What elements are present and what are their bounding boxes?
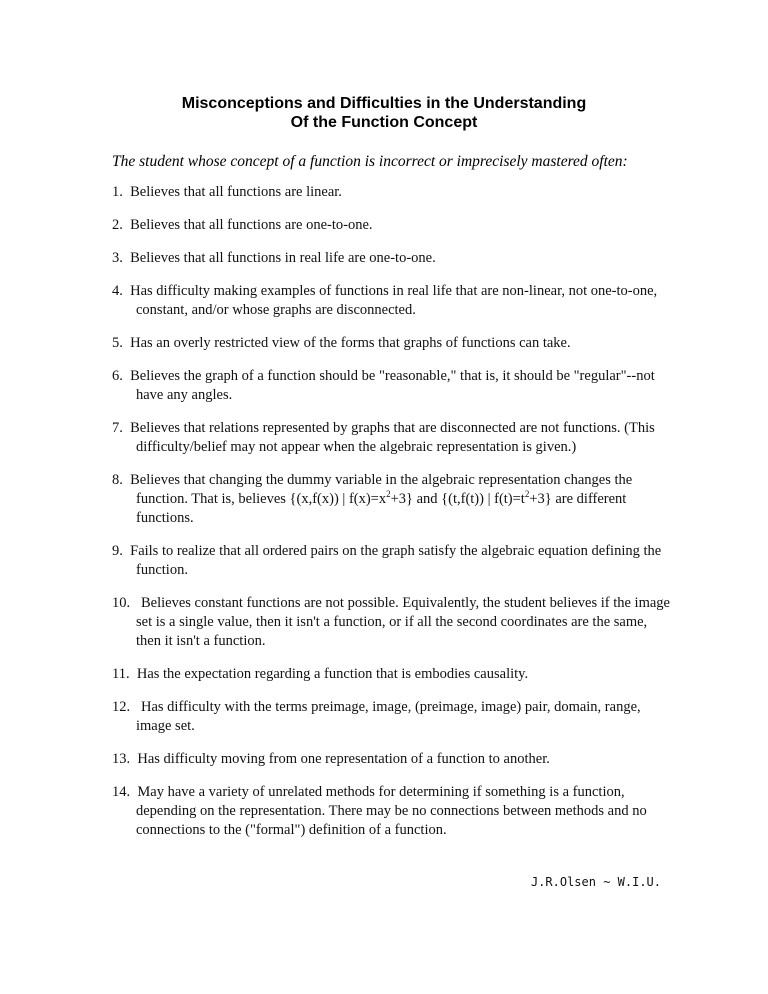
item-text: Has the expectation regarding a function that is embodies causality. — [136, 666, 529, 682]
item-text-continued — [112, 490, 668, 509]
item-line — [112, 542, 668, 561]
list-item-14 — [112, 783, 668, 840]
document-title-line-1: Misconceptions and Difficulties in the Understanding — [181, 95, 587, 112]
item-number: 12. — [112, 699, 131, 715]
item-text: Has difficulty with the terms preimage, image, (preimage, image) pair, domain, range, — [141, 699, 641, 715]
item-text: Believes that all functions are linear. — [130, 184, 342, 200]
item-number: 10. — [112, 595, 131, 611]
item-line — [112, 594, 668, 613]
item-text: Has an overly restricted view of the forms that graphs of functions can take. — [130, 335, 571, 351]
item-number: 14. — [112, 784, 131, 800]
item-text-continued: function. — [136, 562, 188, 578]
item-text: Believes that all functions are one-to-one. — [130, 217, 373, 233]
item-number: 8. — [112, 472, 123, 488]
item-number: 5. — [112, 335, 123, 351]
item-number: 7. — [112, 420, 123, 436]
superscript-exponent: 2 — [386, 489, 391, 500]
list-item-9 — [112, 542, 668, 580]
document-title-line-2: Of the Function Concept — [290, 114, 478, 131]
item-line — [112, 367, 668, 386]
formula-part-c: +3} are different — [529, 491, 627, 507]
item-number: 9. — [112, 543, 123, 559]
item-text: Believes that relations represented by graphs that are disconnected are not functions. (This — [130, 420, 655, 436]
list-item-11 — [112, 665, 668, 684]
item-line — [112, 249, 668, 268]
item-line — [112, 419, 668, 438]
list-item-4 — [112, 282, 668, 320]
list-item-8 — [112, 471, 668, 528]
item-text-continued: set is a single value, then it isn't a function, or if all the second coordinates are the same, — [136, 614, 648, 630]
list-item-13 — [112, 750, 668, 769]
list-item-6 — [112, 367, 668, 405]
item-number: 3. — [112, 250, 123, 266]
superscript-exponent: 2 — [524, 489, 530, 500]
item-line — [112, 471, 668, 490]
item-text-continued: then it isn't a function. — [136, 633, 266, 649]
item-line — [112, 282, 668, 301]
item-text: Believes the graph of a function should be "reasonable," that is, it should be "regular"--not — [130, 368, 655, 384]
item-number: 6. — [112, 368, 123, 384]
item-text-continued: depending on the representation. There may be no connections between methods and no — [136, 803, 647, 819]
list-item-10 — [112, 594, 668, 651]
list-item-5 — [112, 334, 668, 353]
item-number: 2. — [112, 217, 123, 233]
item-text: Believes that changing the dummy variable in the algebraic representation changes the — [130, 472, 633, 488]
item-number: 4. — [112, 283, 123, 299]
item-text: May have a variety of unrelated methods for determining if something is a function, — [137, 784, 625, 800]
item-text: Believes constant functions are not possible. Equivalently, the student believes if the image — [141, 595, 670, 611]
item-text-continued: constant, and/or whose graphs are disconnected. — [136, 302, 416, 318]
item-text: Has difficulty making examples of functions in real life that are non-linear, not one-to-one, — [130, 283, 658, 299]
item-number: 11. — [112, 666, 130, 682]
item-line — [112, 216, 668, 235]
item-text-continued: difficulty/belief may not appear when the algebraic representation is given.) — [136, 439, 577, 455]
list-item-12 — [112, 698, 668, 736]
item-line — [112, 783, 668, 802]
formula-part-a: function. That is, believes {(x,f(x)) | f(x)=x — [136, 491, 387, 507]
list-item-7 — [112, 419, 668, 457]
item-text-continued: image set. — [136, 718, 195, 734]
item-text-continued: functions. — [136, 510, 194, 526]
item-line — [112, 183, 668, 202]
item-text-continued: connections to the ("formal") definition of a function. — [136, 822, 447, 838]
item-line — [112, 698, 668, 717]
list-item-1 — [112, 183, 668, 202]
list-item-2 — [112, 216, 668, 235]
item-line — [112, 665, 668, 684]
item-text: Believes that all functions in real life are one-to-one. — [130, 250, 436, 266]
list-item-3 — [112, 249, 668, 268]
item-line — [112, 750, 668, 769]
item-text: Has difficulty moving from one representation of a function to another. — [137, 751, 550, 767]
item-text: Fails to realize that all ordered pairs on the graph satisfy the algebraic equation defining the — [130, 543, 662, 559]
author-signature: J.R.Olsen ~ W.I.U. — [530, 875, 661, 889]
formula-part-b: +3} and {(t,f(t)) | f(t)=t — [390, 491, 525, 507]
item-line — [112, 334, 668, 353]
intro-sentence: The student whose concept of a function is incorrect or imprecisely mastered often: — [112, 153, 628, 170]
item-number: 13. — [112, 751, 131, 767]
item-text-continued: have any angles. — [136, 387, 233, 403]
item-number: 1. — [112, 184, 123, 200]
